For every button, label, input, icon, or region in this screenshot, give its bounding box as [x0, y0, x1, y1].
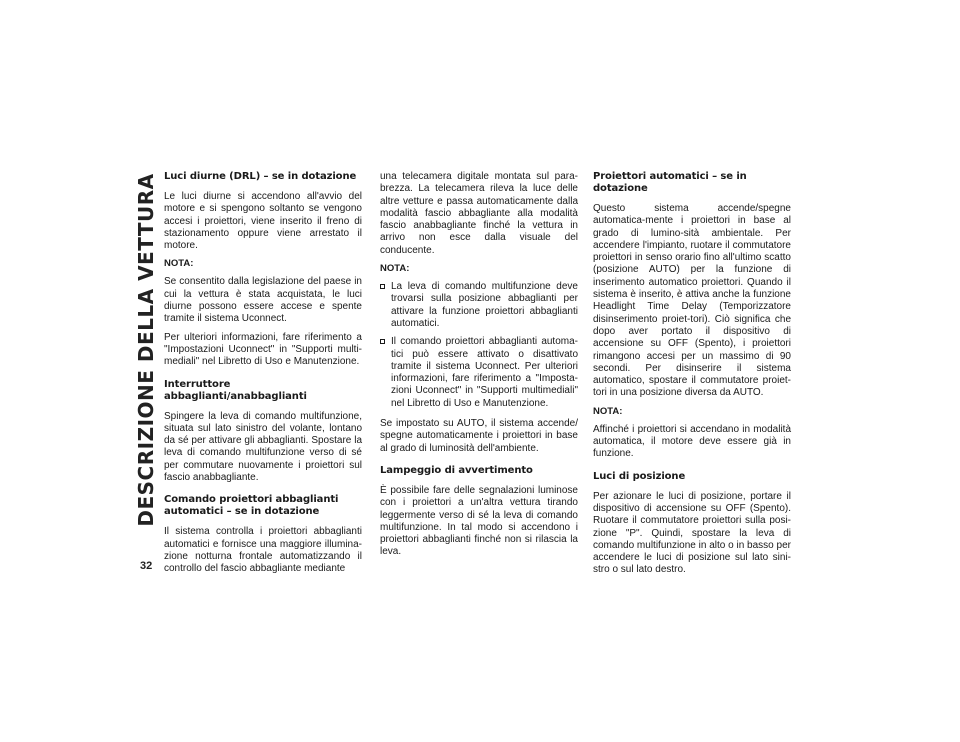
square-bullet-icon: [380, 339, 385, 344]
square-bullet-icon: [380, 284, 385, 289]
column-2: [380, 171, 578, 565]
heading-parking-lights: Luci di posizione: [593, 470, 686, 482]
paragraph-high-low-beam: Spingere la leva di comando multifunzione, situata sul lato sinistro del volante, lontano da sé per attivare gli abbaglianti. Spostare la leva di comando multifunzione verso di sé per commutare nuovamente i proiettori sul fascio anabbagliante.: [164, 410, 362, 484]
paragraph-drl: Le luci diurne si accendono all'avvio del motore e si spengono soltanto se vengono accesi i proiettori, viene inserito il freno di stazionamento oppure viene arrestato il motore.: [164, 191, 362, 252]
heading-high-low-beam: Interruttore abbaglianti/anabbaglianti: [164, 378, 307, 402]
section-side-title: DESCRIZIONE DELLA VETTURA: [134, 173, 158, 527]
heading-auto-high-beam: Comando proiettori abbaglianti automatici – se in dotazione: [164, 494, 339, 518]
list-item: [380, 281, 578, 330]
list-item: [380, 336, 578, 410]
paragraph-auto-setting: Se impostato su AUTO, il sistema accende/ spegne automaticamente i proiettori in base al grado di luminosità dell'ambiente.: [380, 418, 578, 454]
heading-flash-to-pass: Lampeggio di avvertimento: [380, 464, 533, 476]
note-text: Affinché i proiettori si accendano in modalità automatica, il motore deve essere già in funzione.: [593, 423, 791, 460]
list-item-text: La leva di comando multifunzione deve trovarsi sulla posizione abbaglianti per attivare la funzione proiettori abbaglianti automatici.: [391, 281, 578, 329]
note-label: NOTA:: [164, 258, 194, 270]
note-label: NOTA:: [593, 405, 623, 417]
note-text: Se consentito dalla legislazione del paese in cui la vettura è stata acquistata, le luci diurne possono essere accese e spente tramite il sistema Uconnect.: [164, 276, 362, 325]
list-item-text: Il comando proiettori abbaglianti automa-tici può essere attivato o disattivato tramite il sistema Uconnect. Per ulteriori informazioni, fare riferimento a "Imposta-zioni Uconnect" in "Supporti multimediali" nel Libretto di Uso e Manutenzione.: [391, 336, 578, 409]
paragraph-auto-high-beam: Il sistema controlla i proiettori abbaglianti automatici e fornisce una maggiore illumina-zione notturna frontale automatizzando il controllo del fascio abbagliante mediante: [164, 526, 362, 575]
note-label: NOTA:: [380, 263, 410, 275]
page-number: 32: [140, 560, 153, 572]
heading-auto-headlights: Proiettori automatici – se in dotazione: [593, 171, 747, 194]
paragraph-flash-to-pass: È possibile fare delle segnalazioni luminose con i proiettori a un'altra vettura tirando leggermente verso di sé la leva di comando multifunzione. In tal modo si accendono i proiettori abbaglianti finché non si rilascia la leva.: [380, 484, 578, 558]
heading-drl: Luci diurne (DRL) – se in dotazione: [164, 171, 357, 182]
column-1: [164, 171, 362, 582]
paragraph-auto-headlights: Questo sistema accende/spegne automatica-mente i proiettori in base al grado di lumino-sità ambientale. Per accendere l'impianto, ruotare il commutatore proiettori in senso orario fino all'ultimo scatto (posizione AUTO) per la funzione di inserimento automatico proiettori. Quando il sistema è inserito, è attiva anche la funzione Headlight Time Delay (Temporizzatore disinserimento proiet-tori). Ciò significa che dopo aver portato il dispositivo di accensione su OFF (Spento), i proiettori rimangono accesi per un massimo di 90 secondi. Per disinserire il sistema automatico, spostare il commutatore proiet-tori in una posizione diversa da AUTO.: [593, 203, 791, 399]
column-3: [593, 171, 791, 583]
paragraph-camera: una telecamera digitale montata sul para-brezza. La telecamera rileva la luce delle altre vetture e passa automaticamente dalla modalità fascio abbagliante alla modalità fascio anabbagliante finché la vettura in arrivo non esce dalla visuale del conducente.: [380, 171, 578, 256]
paragraph-parking-lights: Per azionare le luci di posizione, portare il dispositivo di accensione su OFF (Spento). Ruotare il commutatore proiettori sulla posi-zione "P". Quindi, spostare la leva di comando multifunzione in alto o in basso per accendere le luci di posizione sul lato sini-stro o sul lato destro.: [593, 490, 791, 576]
paragraph-uconnect-ref: Per ulteriori informazioni, fare riferimento a "Impostazioni Uconnect" in "Supporti multi-mediali" nel Libretto di Uso e Manutenzione.: [164, 331, 362, 368]
note-bullet-list: [380, 281, 578, 410]
